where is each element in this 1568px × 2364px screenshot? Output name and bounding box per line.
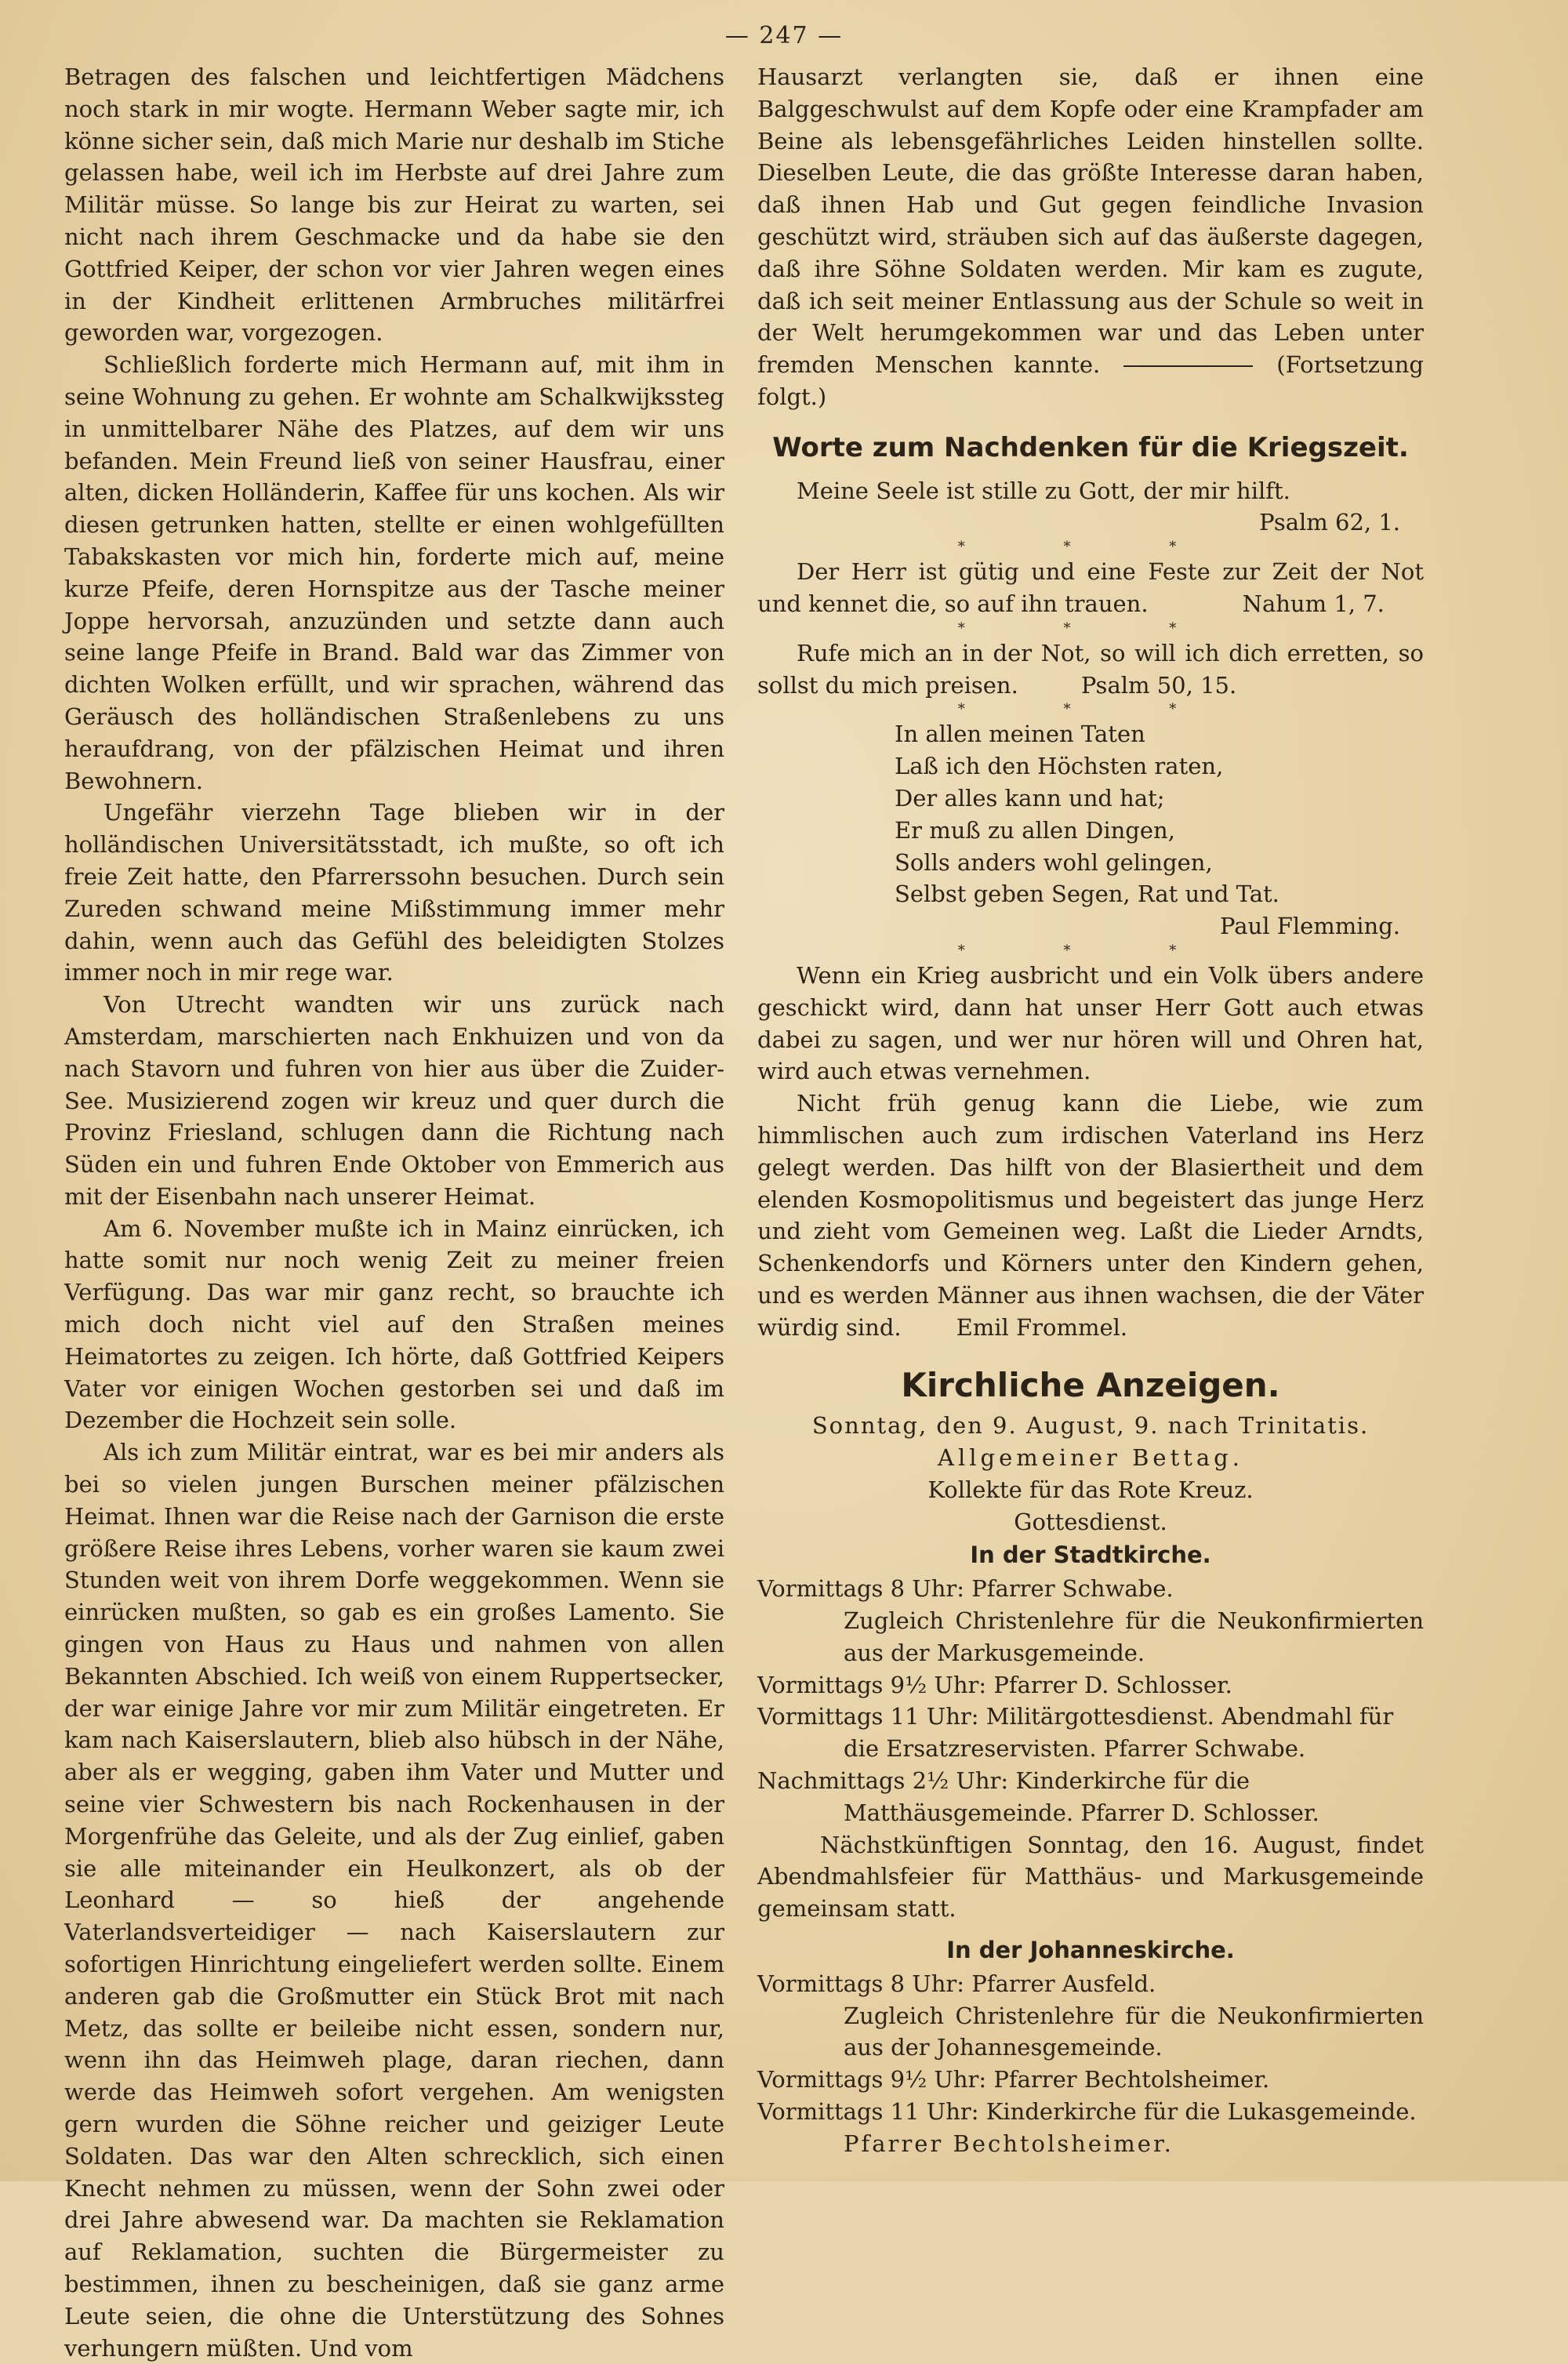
reflection-paragraph: Nicht früh genug kann die Liebe, wie zum himmlischen auch zum irdischen Vaterland ins Herz gelegt werden. Das hilft von der Blasiertheit und dem elenden Kosmopolitismus und begeistert das junge Herz und zieht vom Gemeinen weg. Laßt die Lieder Arndts, Schenkendorfs und Körners unter den Kindern gehen, und es werden Männer aus ihnen wachsen, die der Väter würdig sind. Emil Frommel. [757,1090,1424,1341]
service-entry: Vormittags 11 Uhr: Kinderkirche für die Lukasgemeinde. [757,2098,1417,2126]
verse-line: Er muß zu allen Dingen, [895,816,1175,844]
collection-note: Kollekte für das Rote Kreuz. [927,1476,1254,1503]
bible-quote: Rufe mich an in der Not, so will ich dich erretten, so sollst du mich preisen. Psalm 50, 15. [757,639,1424,699]
church-heading-johanneskirche: In der Johanneskirche. [946,1937,1235,1964]
reflection-paragraph: Wenn ein Krieg ausbricht und ein Volk übers andere geschickt wird, dann hat unser Herr Gott auch etwas dabei zu sagen, und wer nur hören will und Ohren hat, wird auch etwas vernehmen. [757,961,1424,1085]
star-separator: * * * [957,942,1224,959]
bible-reference: Nahum 1, 7. [1242,590,1385,617]
story-paragraph: Ungefähr vierzehn Tage blieben wir in der holländischen Universitätsstadt, ich mußte, so oft ich freie Zeit hatte, den Pfarrerssohn besuchen. Durch sein Zureden schwand meine Mißstimmung immer mehr dahin, wenn auch das Gefühl des beleidigten Stolzes immer noch in mir rege war. [64,799,724,986]
bible-reference: Psalm 50, 15. [1080,671,1237,699]
service-entry: Vormittags 9½ Uhr: Pfarrer Bechtolsheimer. [757,2066,1270,2093]
service-entry: Vormittags 9½ Uhr: Pfarrer D. Schlosser. [757,1671,1232,1698]
star-separator: * * * [957,619,1224,637]
bible-quote: Meine Seele ist stille zu Gott, der mir hilft. [797,477,1290,504]
verse-line: Selbst geben Segen, Rat und Tat. [895,881,1279,908]
page-number: — 247 — [724,22,844,49]
verse-line: Solls anders wohl gelingen, [895,848,1213,876]
star-separator: * * * [957,539,1224,556]
verse-line: Der alles kann und hat; [895,784,1165,812]
bible-quote: Der Herr ist gütig und eine Feste zur Zeit der Not und kennet die, so auf ihn trauen. Nahum 1, 7. [757,558,1424,617]
hymn-verse [757,718,1424,910]
service-announcement: Nächstkünftigen Sonntag, den 16. August, findet Abendmahlsfeier für Matthäus- und Markusgemeinde gemeinsam statt. [757,1831,1424,1923]
story-paragraph: Von Utrecht wandten wir uns zurück nach Amsterdam, marschierten nach Enkhuizen und von da nach Stavorn und fuhren von hier aus über die Zuider-See. Musizierend zogen wir kreuz und quer durch die Provinz Friesland, schlugen dann die Richtung nach Süden ein und fuhren Ende Oktober von Emmerich aus mit der Eisenbahn nach unserer Heimat. [64,991,724,1210]
service-entry: Nachmittags 2½ Uhr: Kinderkirche für die Matthäusgemeinde. Pfarrer D. Schlosser. [757,1767,1319,1826]
service-pastor: Pfarrer Bechtolsheimer. [844,2130,1174,2157]
service-heading: Gottesdienst. [1014,1508,1167,1535]
right-column [757,61,1424,2160]
service-date: Sonntag, den 9. August, 9. nach Trinitatis. [811,1412,1370,1440]
service-entry: Vormittags 8 Uhr: Pfarrer Schwabe. [757,1575,1174,1603]
story-continuation: Hausarzt verlangten sie, daß er ihnen eine Balggeschwulst auf dem Kopfe oder eine Krampfader am Beine als lebensgefährliches Leiden hinstellen sollte. Dieselben Leute, die das größte Interesse daran haben, daß ihnen Hab und Gut gegen feindliche Invasion geschützt wird, sträuben sich auf das äußerste dagegen, daß ihre Söhne Soldaten werden. Mir kam es zugute, daß ich seit meiner Entlassung aus der Schule so weit in der Welt herumgekommen war und das Leben unter fremden Menschen kannte. (Fortsetzung folgt.) [757,64,1424,410]
verse-author: Paul Flemming. [1220,913,1400,940]
section-title-kirchliche-anzeigen: Kirchliche Anzeigen. [901,1366,1280,1405]
reflection-author: Emil Frommel. [956,1313,1128,1341]
service-entry: Vormittags 11 Uhr: Militärgottesdienst. Abendmahl für die Ersatzreservisten. Pfarrer Schwabe. [757,1703,1394,1763]
section-title-kriegszeit: Worte zum Nachdenken für die Kriegszeit. [772,431,1409,463]
prayer-day: Allgemeiner Bettag. [938,1444,1243,1472]
left-column [64,61,724,2364]
service-note: Zugleich Christenlehre für die Neukonfirmierten aus der Markusgemeinde. [844,1607,1424,1666]
story-paragraph: Am 6. November mußte ich in Mainz einrücken, ich hatte somit nur noch wenig Zeit zu meiner freien Verfügung. Das war mir ganz recht, so brauchte ich mich doch nicht viel auf den Straßen meines Heimatortes zu zeigen. Ich hörte, daß Gottfried Keipers Vater vor einigen Wochen gestorben sei und daß im Dezember die Hochzeit sein solle. [64,1215,724,1434]
divider-rule [1123,365,1253,367]
to-be-continued: (Fortsetzung folgt.) [757,351,1424,410]
bible-reference: Psalm 62, 1. [1259,509,1400,536]
star-separator: * * * [957,701,1224,718]
verse-line: In allen meinen Taten [895,721,1145,748]
service-note: Zugleich Christenlehre für die Neukonfirmierten aus der Johannesgemeinde. [844,2002,1424,2061]
church-heading-stadtkirche: In der Stadtkirche. [970,1542,1211,1569]
verse-line: Laß ich den Höchsten raten, [895,753,1224,780]
story-paragraph: Als ich zum Militär eintrat, war es bei mir anders als bei so vielen jungen Burschen meiner pfälzischen Heimat. Ihnen war die Reise nach der Garnison die erste größere Reise ihres Lebens, vorher waren sie kaum zwei Stunden weit von ihrem Dorfe weggekommen. Wenn sie einrücken mußten, so gab es ein großes Lamento. Sie gingen von Haus zu Haus und nahmen von allen Bekannten Abschied. Ich weiß von einem Ruppertsecker, der war einige Jahre vor mir zum Militär eingetreten. Er kam nach Kaiserslautern, blieb also hübsch in der Nähe, aber als er wegging, gaben ihm Vater und Mutter und seine vier Schwestern bis nach Rockenhausen in der Morgenfrühe das Geleite, und als der Zug einlief, gaben sie alle miteinander ein Heulkonzert, als ob der Leonhard — so hieß der angehende Vaterlandsverteidiger — nach Kaiserslautern zur sofortigen Hinrichtung eingeliefert werden sollte. Einem anderen gab die Großmutter ein Stück Brot mit nach Metz, das sollte er beileibe nicht essen, sondern nur, wenn ihn das Heimweh plage, daran riechen, dann werde das Heimweh sofort vergehen. Am wenigsten gern wurden die Söhne reicher und geiziger Leute Soldaten. Das war den Alten schrecklich, sich einen Knecht nehmen zu müssen, wenn der Sohn zwei oder drei Jahre abwesend war. Da machten sie Reklamation auf Reklamation, suchten die Bürgermeister zu bestimmen, ihnen zu bescheinigen, daß sie ganz arme Leute seien, die ohne die Unterstützung des Sohnes verhungern müßten. Und vom [64,1439,724,2362]
story-paragraph: Betragen des falschen und leichtfertigen Mädchens noch stark in mir wogte. Hermann Weber sagte mir, ich könne sicher sein, daß mich Marie nur deshalb im Stiche gelassen habe, weil ich im Herbste auf drei Jahre zum Militär müsse. So lange bis zur Heirat zu warten, sei nicht nach ihrem Geschmacke und da habe sie den Gottfried Keiper, der schon vor vier Jahren wegen eines in der Kindheit erlittenen Armbruches militärfrei geworden war, vorgezogen. [64,64,724,347]
service-entry: Vormittags 8 Uhr: Pfarrer Ausfeld. [757,1970,1156,1997]
story-paragraph: Schließlich forderte mich Hermann auf, mit ihm in seine Wohnung zu gehen. Er wohnte am Schalkwijkssteg in unmittelbarer Nähe des Platzes, auf dem wir uns befanden. Mein Freund ließ von seiner Hausfrau, einer alten, dicken Holländerin, Kaffee für uns kochen. Als wir diesen getrunken hatten, stellte er einen wohlgefüllten Tabakskasten vor mich hin, forderte mich auf, meine kurze Pfeife, deren Hornspitze aus der Tasche meiner Joppe hervorsah, anzuzünden und setzte dann auch seine lange Pfeife in Brand. Bald war das Zimmer von dichten Wolken erfüllt, und wir sprachen, während das Geräusch des holländischen Straßenlebens zu uns heraufdrang, von der pfälzischen Heimat und ihren Bewohnern. [64,351,724,794]
